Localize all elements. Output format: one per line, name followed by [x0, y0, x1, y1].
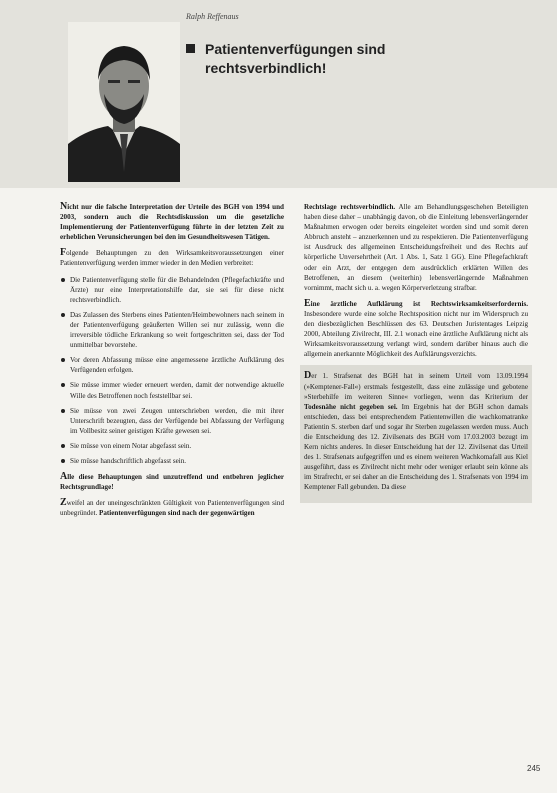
validity-paragraph: Zweifel an der uneingeschränkten Gültigkeit von Patientenverfügungen sind unbegründet. Patientenverfügungen sind nach der gegenwärtigen: [60, 497, 284, 518]
page-number: 245: [527, 764, 541, 773]
list-item: Sie müsse immer wieder erneuert werden, damit der notwendige aktuelle Wille des Betroffenen noch feststellbar sei.: [60, 380, 284, 400]
bgh-ruling-box: [300, 365, 532, 502]
list-item: Die Patientenverfügung stelle für die Behandelnden (Pflegefachkräfte und Ärzte) nur eine Interpretationshilfe dar, sie sei für diese nicht rechtsverbindlich.: [60, 275, 284, 305]
left-column: [60, 202, 284, 524]
title-line-1: Patientenverfügungen sind: [205, 41, 386, 57]
medical-information-paragraph: Eine ärztliche Aufklärung ist Rechtswirksamkeitserfordernis. Insbesondere wurde eine solche Rechtsposition nicht nur im Widerspruch zu den diesbezüglichen Beschlüssen des 63. Deutschen Juristentages Leipzig 2000, Abteilung Zivilrecht, III. 2.1 wonach eine ärztliche Aufklärung nicht als Wirksamkeitsvoraussetzung verlangt wird, sondern darüber hinaus auch die allgemein anerkannte Möglichkeit des Aufklärungsverzichts.: [304, 297, 528, 359]
legal-status-paragraph: Rechtslage rechtsverbindlich. Alle am Behandlungsgeschehen Beteiligten haben diese daher – unabhängig davon, ob die Einleitung lebensverlängernder Maßnahmen erwogen oder bereits eingeleitet worden sind und somit deren Abbruch ansteht – anzuerkennen und zu respektieren. Die Patientenverfügung ist Ausdruck des allgemeinen Entscheidungsfreiheit und des Rechts auf körperliche Unversehrtheit (Art. 1 Abs. 1, Satz 1 GG). Eine Pflegefachkraft oder ein Arzt, der entgegen dem ausdrücklich erklärten Willen des Betroffenen, an diesem (weiterhin) lebensverlängernde Maßnahmen vornimmt, macht sich u. a. wegen Körperverletzung strafbar.: [304, 203, 528, 292]
list-item: Vor deren Abfassung müsse eine angemessene ärztliche Aufklärung des Verfügenden erfolgen.: [60, 355, 284, 375]
article-title: [186, 40, 426, 78]
claims-list: [60, 275, 284, 467]
intro-paragraph: Nicht nur die falsche Interpretation der Urteile des BGH von 1994 und 2003, sondern auch die Rechtsdiskussion um die gesetzliche Implementierung der Patientenverfügung führte in der letzten Zeit zu erheblichen Verunsicherungen bei den im Gesundheitswesen Tätigen.: [60, 201, 284, 242]
title-line-2: rechtsverbindlich!: [205, 60, 327, 76]
list-item: Sie müsse von einem Notar abgefasst sein.: [60, 441, 284, 451]
list-item: Sie müsse von zwei Zeugen unterschrieben werden, die mit ihrer Unterschrift bezeugten, dass der Verfügende bei Abfassung der Verfügung im Vollbesitz seiner geistigen Kräfte gewesen sei.: [60, 406, 284, 436]
author-portrait: [68, 22, 180, 182]
claims-intro-paragraph: Folgende Behauptungen zu den Wirksamkeitsvoraussetzungen einer Patientenverfügung werden immer wieder in den Medien verbreitet:: [60, 247, 284, 268]
list-item: Das Zulassen des Sterbens eines Patienten/Heimbewohners nach seinem in der Patientenverfügung geäußerten Willen sei nur zulässig, wenn die irreversible tödliche Erkrankung so weit fortgeschritten sei, dass der Tod unmittelbar bevorstehe.: [60, 310, 284, 350]
right-column: [304, 202, 528, 503]
claims-conclusion-paragraph: Alle diese Behauptungen sind unzutreffend und entbehren jeglicher Rechtsgrundlage!: [60, 471, 284, 492]
title-square-icon: [186, 44, 195, 53]
list-item: Sie müsse handschriftlich abgefasst sein.: [60, 456, 284, 466]
author-name: Ralph Reffenaus: [186, 12, 239, 21]
bgh-ruling-paragraph: Der 1. Strafsenat des BGH hat in seinem Urteil vom 13.09.1994 (»Kemptener-Fall«) erstmals festgestellt, dass eine zulässige und gebotene »Sterbehilfe im weiteren Sinne« vorliegen, wenn das Kriterium der Todesnähe nicht gegeben sei. Im Ergebnis hat der BGH schon damals entschieden, dass bei entsprechendem Patientenwillen die wachkomatranke Patientin S. sterben darf und sogar ihr Sterben zugelassen werden muss. Auch die Entscheidung des 12. Zivilsenats des BGH vom 17.03.2003 bezugt im Kern nichts anderes. In dieser Entscheidung hat der 12. Zivilsenat das Urteil des 1. Strafsenats aufgegriffen und es einem weiteren Wachkomafall aus Kiel ausgeführt, dass es Zivilrecht nicht mehr oder weniger erlaubt sein könne als im Strafrecht, er sei daher an die Entscheidung des 1. Strafsenats von 1994 im Kemptener Fall gebunden. Da diese: [304, 370, 528, 492]
